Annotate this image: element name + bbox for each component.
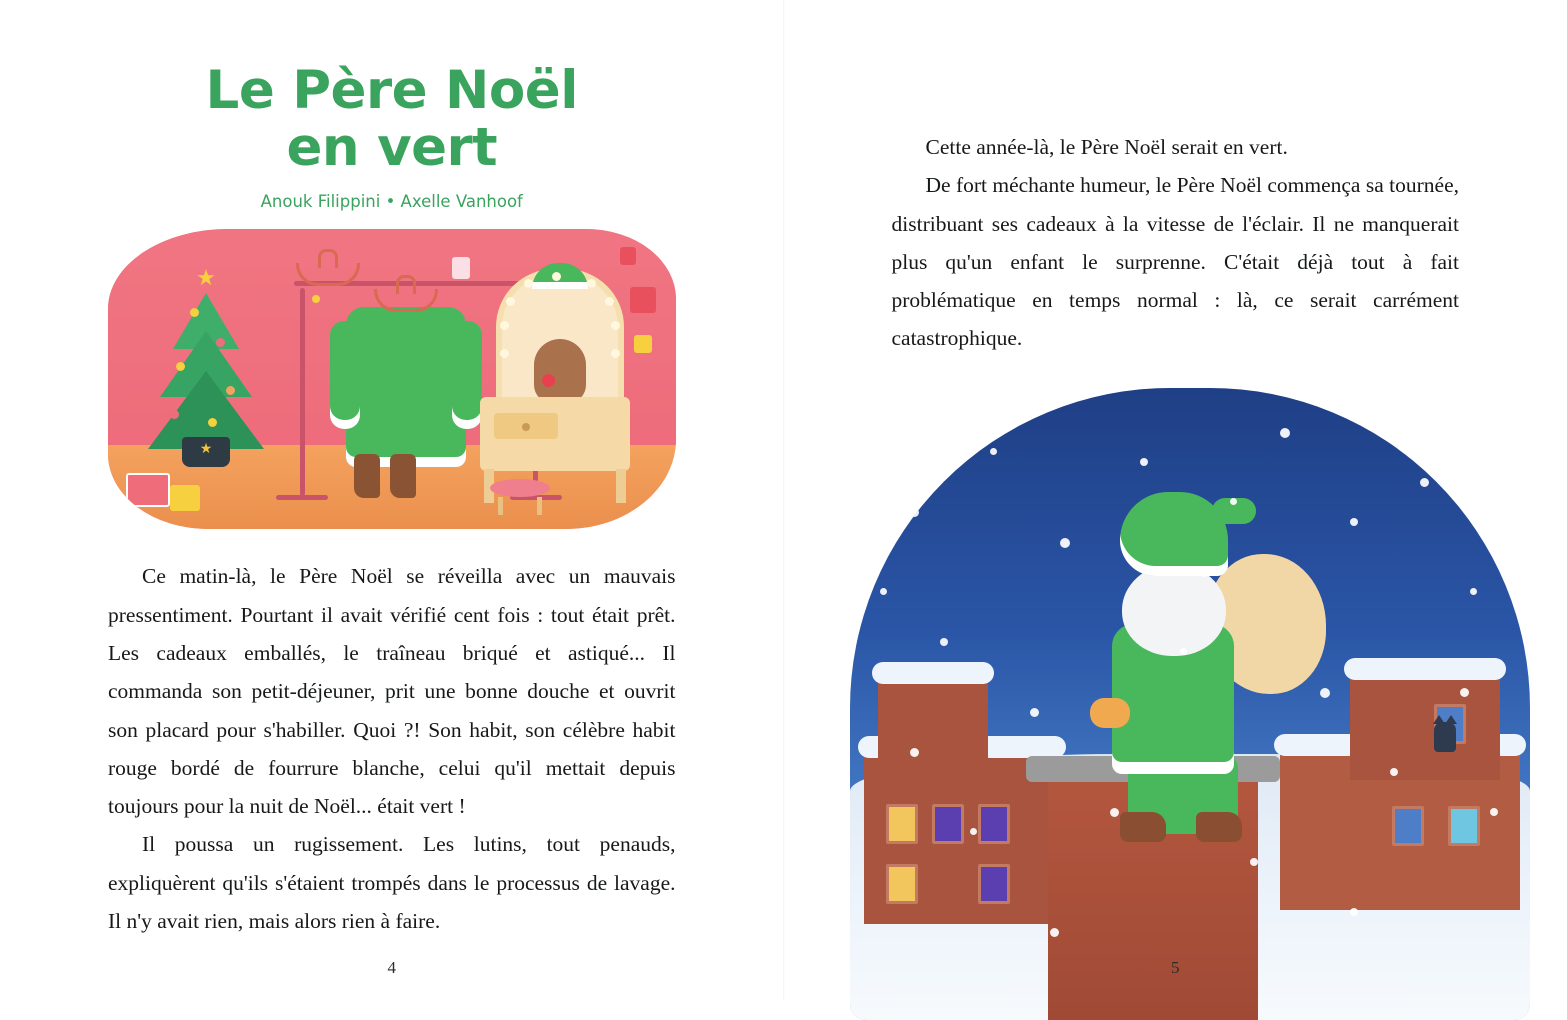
page-title	[108, 0, 676, 176]
vanity-table	[472, 269, 642, 505]
right-body-text	[892, 0, 1460, 358]
page-number-left: 4	[0, 958, 784, 978]
tree-star-icon: ★	[196, 267, 216, 289]
page-right	[784, 0, 1567, 1000]
illustration-bedroom	[108, 229, 676, 529]
picture-frame-red-icon	[630, 287, 656, 313]
illustration-rooftop	[850, 388, 1530, 1020]
desk-icon	[480, 397, 630, 471]
page-left	[0, 0, 784, 1000]
gift-box-icon	[126, 473, 170, 507]
page-number-right: 5	[784, 958, 1567, 978]
boot-right-icon	[390, 454, 416, 498]
santa-hat-green	[1120, 492, 1228, 576]
paragraph: De fort méchante humeur, le Père Noël commença sa tournée, distribuant ses cadeaux à la vitesse de l'éclair. Il ne manquerait plus qu'un enfant le surprenne. C'était déjà tout à fait problématique en temps normal : là, ce serait carrément catastrophique.	[892, 166, 1460, 357]
gift-box-small-icon	[170, 485, 200, 511]
picture-frame-top-icon	[620, 247, 636, 265]
left-body-text	[108, 557, 676, 940]
title-line-2: en vert	[108, 119, 676, 176]
sticky-note-icon	[634, 335, 652, 353]
cat-icon	[1434, 722, 1456, 752]
santa-mitten-icon	[1090, 698, 1130, 728]
title-line-1: Le Père Noël	[206, 60, 578, 121]
green-coat-icon	[346, 307, 466, 467]
boot-left-icon	[354, 454, 380, 498]
house-left-back	[878, 674, 988, 770]
stool-icon	[490, 479, 550, 501]
paragraph: Il poussa un rugissement. Les lutins, tout penauds, expliquèrent qu'ils s'étaient trompés dans le processus de lavage. Il n'y avait rien, mais alors rien à faire.	[108, 825, 676, 940]
paragraph: Cette année-là, le Père Noël serait en vert.	[892, 128, 1460, 166]
santa-beard	[1122, 564, 1226, 656]
paragraph: Ce matin-là, le Père Noël se réveilla avec un mauvais pressentiment. Pourtant il avait vérifié cent fois : tout était prêt. Les cadeaux emballés, le traîneau briqué et astiqué... Il commanda son petit-déjeuner, prit une bonne douche et ouvrit son placard pour s'habiller. Quoi ?! Son habit, son célèbre habit rouge bordé de fourrure blanche, celui qu'il mettait depuis toujours pour la nuit de Noël... était vert !	[108, 557, 676, 825]
mirror-icon	[496, 269, 624, 413]
house-right-back	[1350, 670, 1500, 780]
authors-line: Anouk Filippini • Axelle Vanhoof	[108, 192, 676, 211]
christmas-tree-icon	[146, 267, 266, 467]
picture-frame-icon	[452, 257, 470, 279]
santa-figure	[1078, 494, 1308, 824]
